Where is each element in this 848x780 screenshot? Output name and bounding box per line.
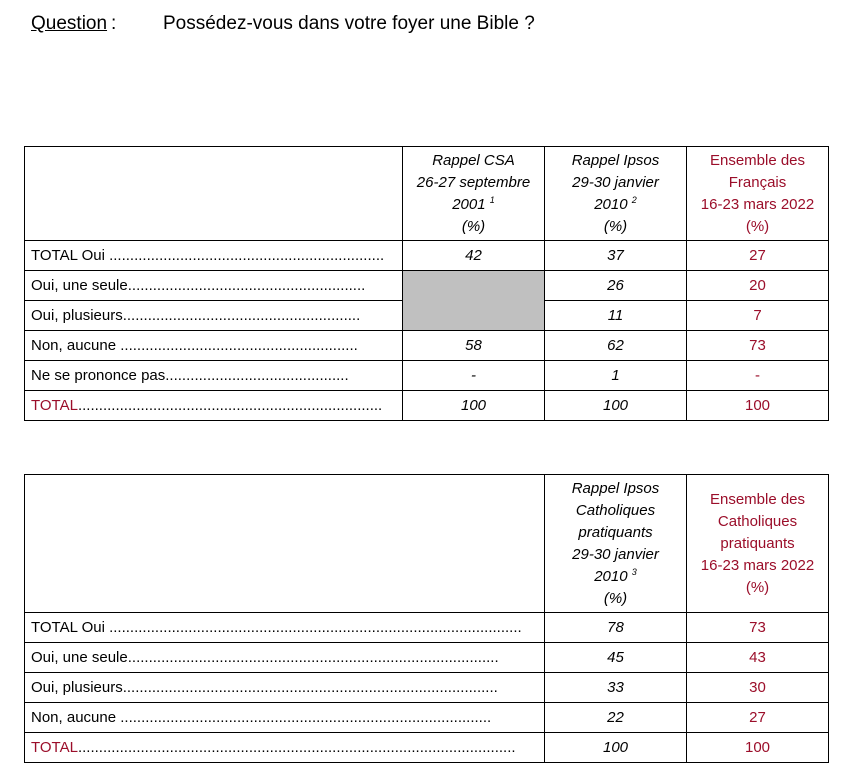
leader-dots: ......................................................................................... (120, 709, 492, 726)
value-cell: 100 (687, 733, 829, 763)
value-cell: 45 (545, 643, 687, 673)
value-cell: 22 (545, 703, 687, 733)
value-cell: 43 (687, 643, 829, 673)
value-cell: 30 (687, 673, 829, 703)
footnote-ref: 2 (631, 194, 637, 205)
leader-dots: .......................................................................................... (122, 679, 498, 696)
table-row (25, 361, 829, 391)
leader-dots: ......................................................................................................... (77, 739, 516, 756)
header-line (545, 194, 686, 216)
leader-dots: ................................................................................................... (109, 619, 522, 636)
header-unit: (%) (461, 217, 486, 235)
table-row (25, 733, 829, 763)
row-label (25, 301, 403, 331)
row-label-text: Oui, plusieurs (31, 679, 123, 696)
row-label-text: TOTAL (31, 739, 78, 756)
value-cell: 73 (687, 613, 829, 643)
table-header-row (25, 147, 829, 241)
row-label (25, 271, 403, 301)
row-label-text: TOTAL Oui (31, 247, 105, 264)
row-label (25, 643, 545, 673)
header-line (545, 566, 686, 588)
value-cell: 20 (687, 271, 829, 301)
leader-dots: ......................................................... (120, 337, 358, 354)
value-cell: 27 (687, 703, 829, 733)
header-line: Français (728, 173, 787, 191)
row-label-text: Oui, une seule (31, 649, 128, 666)
value-cell: 62 (545, 331, 687, 361)
header-empty-cell (25, 475, 545, 613)
header-rappel-ipsos (545, 147, 687, 241)
shaded-cell (403, 271, 545, 331)
value-cell: 11 (545, 301, 687, 331)
header-line: Ensemble des (709, 490, 806, 508)
results-table-general (24, 146, 829, 421)
row-label-text: TOTAL (31, 397, 78, 414)
header-line: 16-23 mars 2022 (700, 195, 815, 213)
row-label-text: Non, aucune (31, 709, 117, 726)
header-line: pratiquants (578, 523, 653, 541)
header-rappel-csa (403, 147, 545, 241)
question-header (31, 12, 535, 36)
header-line: Rappel CSA (432, 151, 515, 169)
header-line: Rappel Ipsos (571, 479, 660, 497)
question-colon: : (111, 13, 117, 34)
header-empty-cell (25, 147, 403, 241)
row-label (25, 613, 545, 643)
header-ensemble-francais (687, 147, 829, 241)
table-row (25, 331, 829, 361)
row-label (25, 703, 545, 733)
value-cell: 100 (687, 391, 829, 421)
header-line: Catholiques (575, 501, 656, 519)
header-line (403, 194, 544, 216)
header-line: 26-27 septembre (416, 173, 531, 191)
table-row (25, 271, 829, 301)
leader-dots: ............................................ (165, 367, 349, 384)
table-row (25, 643, 829, 673)
header-line: pratiquants (720, 534, 795, 552)
header-line: Ensemble des (709, 151, 806, 169)
header-year: 2010 (594, 567, 628, 585)
header-unit: (%) (745, 578, 770, 596)
value-cell: 1 (545, 361, 687, 391)
value-cell: 7 (687, 301, 829, 331)
row-label-text: Non, aucune (31, 337, 117, 354)
value-cell: 26 (545, 271, 687, 301)
value-cell: 100 (403, 391, 545, 421)
header-line: Catholiques (717, 512, 798, 530)
value-cell: 58 (403, 331, 545, 361)
table-row (25, 391, 829, 421)
leader-dots: ......................................................... (122, 307, 361, 324)
value-cell: 42 (403, 241, 545, 271)
value-cell: - (687, 361, 829, 391)
header-line: 29-30 janvier (572, 173, 659, 191)
question-text: Possédez-vous dans votre foyer une Bible ? (163, 13, 535, 34)
row-label (25, 241, 403, 271)
row-label-text: Oui, plusieurs (31, 307, 123, 324)
leader-dots: ......................................................................... (77, 397, 383, 414)
row-label-text: TOTAL Oui (31, 619, 105, 636)
row-label (25, 331, 403, 361)
header-line: 29-30 janvier (572, 545, 659, 563)
leader-dots: ......................................................... (127, 277, 366, 294)
value-cell: 27 (687, 241, 829, 271)
table-row (25, 613, 829, 643)
row-label-text: Oui, une seule (31, 277, 128, 294)
leader-dots: .................................................................. (109, 247, 385, 264)
value-cell: 37 (545, 241, 687, 271)
table-row (25, 673, 829, 703)
value-cell: 73 (687, 331, 829, 361)
header-line: Rappel Ipsos (571, 151, 660, 169)
header-rappel-ipsos-catholiques (545, 475, 687, 613)
header-line: 16-23 mars 2022 (700, 556, 815, 574)
header-year: 2001 (452, 195, 486, 213)
table-row (25, 703, 829, 733)
value-cell: 100 (545, 391, 687, 421)
row-label (25, 361, 403, 391)
value-cell: - (403, 361, 545, 391)
footnote-ref: 3 (631, 566, 637, 577)
table-row (25, 241, 829, 271)
header-unit: (%) (603, 217, 628, 235)
value-cell: 78 (545, 613, 687, 643)
row-label (25, 391, 403, 421)
footnote-ref: 1 (489, 194, 495, 205)
row-label (25, 733, 545, 763)
row-label-text: Ne se prononce pas (31, 367, 166, 384)
results-table-catholics (24, 474, 829, 763)
table-header-row (25, 475, 829, 613)
row-label (25, 673, 545, 703)
header-year: 2010 (594, 195, 628, 213)
header-unit: (%) (603, 589, 628, 607)
value-cell: 33 (545, 673, 687, 703)
value-cell: 100 (545, 733, 687, 763)
header-unit: (%) (745, 217, 770, 235)
header-ensemble-catholiques (687, 475, 829, 613)
question-label: Question (31, 13, 108, 34)
leader-dots: ......................................................................................... (127, 649, 499, 666)
